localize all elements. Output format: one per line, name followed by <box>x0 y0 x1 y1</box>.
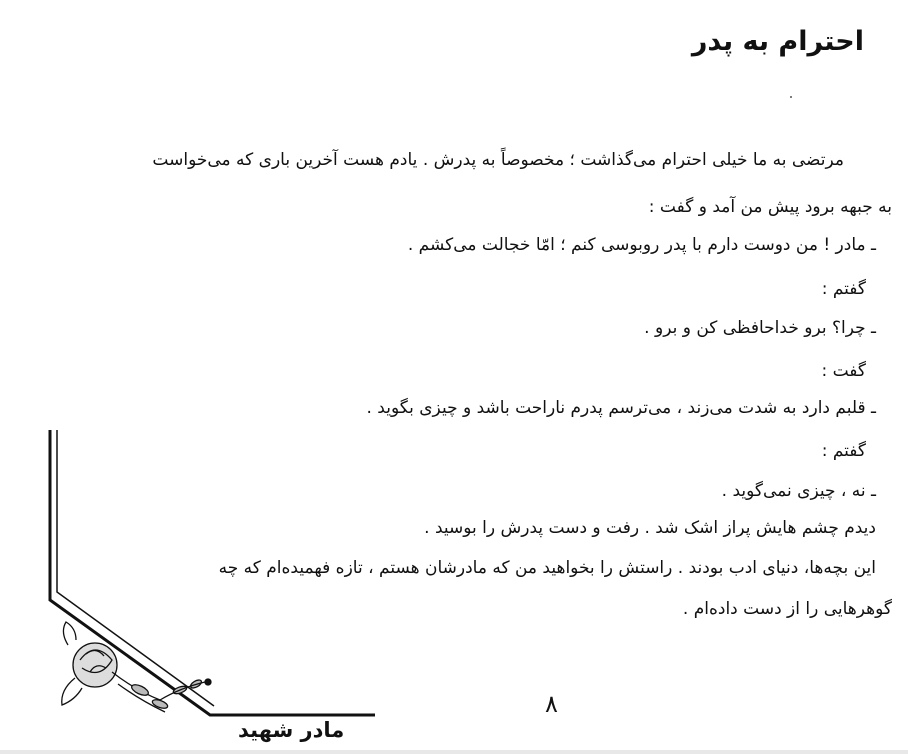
text-line: ـ مادر ! من دوست دارم با پدر روبوسی کنم ؛ امّا خجالت می‌کشم . <box>407 235 876 255</box>
text-line: دیدم چشم هایش پراز اشک شد . رفت و دست پدرش را بوسید . <box>424 518 876 538</box>
text-line: ـ چرا؟ برو خداحافظی کن و برو . <box>644 318 876 338</box>
text-line: مرتضی به ما خیلی احترام می‌گذاشت ؛ مخصوصاً به پدرش . یادم هست آخرین باری که می‌خواست <box>152 150 844 170</box>
text-line: ـ نه ، چیزی نمی‌گوید . <box>721 481 876 501</box>
page-number: ۸ <box>545 690 558 718</box>
text-line: گوهرهایی را از دست داده‌ام . <box>682 599 892 619</box>
text-line: گفتم : <box>821 279 866 299</box>
scan-bottom-edge <box>0 750 908 754</box>
text-line: ـ قلبم دارد به شدت می‌زند ، می‌ترسم پدرم ناراحت باشد و چیزی بگوید . <box>366 398 876 418</box>
footer-title: مادر شهید <box>238 718 345 742</box>
text-line: گفتم : <box>821 441 866 461</box>
text-line: این بچه‌ها، دنیای ادب بودند . راستش را بخواهید من که مادرشان هستم ، تازه فهمیده‌ام که چه <box>218 558 876 578</box>
page-title: احترام به پدر <box>691 26 864 57</box>
text-line: به جبهه برود پیش من آمد و گفت : <box>648 197 892 217</box>
text-line: گفت : <box>821 361 866 381</box>
